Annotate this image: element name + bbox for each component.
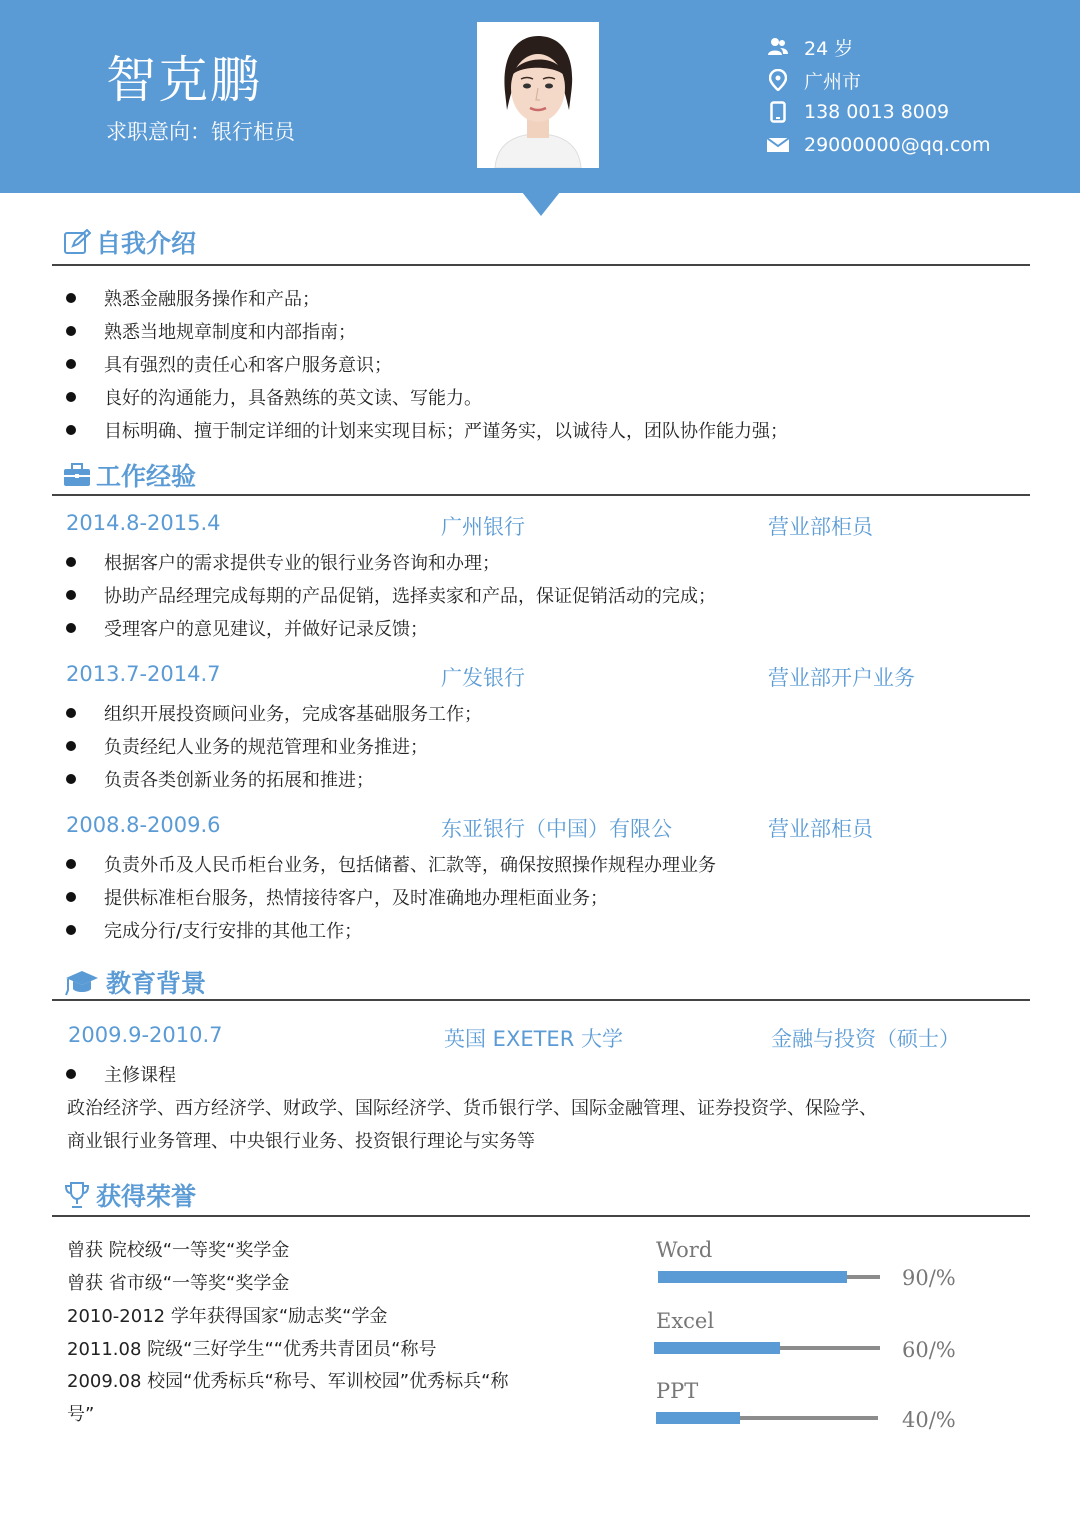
skill-bar-word bbox=[658, 1271, 847, 1283]
graduation-cap-icon bbox=[62, 968, 102, 996]
job-role: 营业部柜员 bbox=[768, 817, 873, 841]
intro-item: 具有强烈的责任心和客户服务意识； bbox=[66, 351, 392, 377]
job-role: 营业部开户业务 bbox=[768, 666, 915, 690]
email-text: 29000000@qq.com bbox=[804, 134, 991, 156]
course-list: 商业银行业务管理、中央银行业务、投资银行理论与实务等 bbox=[67, 1131, 535, 1152]
people-icon bbox=[766, 35, 790, 59]
contact-city bbox=[766, 66, 861, 94]
honor-item: 号” bbox=[67, 1404, 95, 1425]
honor-item: 2009.08 校园“优秀标兵“称号、军训校园”优秀标兵“称 bbox=[67, 1371, 509, 1392]
profile-photo bbox=[477, 22, 599, 168]
section-intro-divider bbox=[52, 264, 1030, 266]
envelope-icon bbox=[766, 133, 790, 157]
skill-percent-excel: 60/% bbox=[902, 1338, 956, 1362]
section-work-divider bbox=[52, 494, 1030, 496]
honor-item: 曾获 省市级“一等奖“奖学金 bbox=[67, 1273, 290, 1294]
course-list: 政治经济学、西方经济学、财政学、国际经济学、货币银行学、国际金融管理、证券投资学、保险学、 bbox=[67, 1098, 877, 1119]
job-duty: 组织开展投资顾问业务，完成客基础服务工作； bbox=[66, 700, 482, 726]
location-pin-icon bbox=[766, 68, 790, 92]
education-period: 2009.9-2010.7 bbox=[68, 1023, 223, 1047]
job-duty: 负责经纪人业务的规范管理和业务推进； bbox=[66, 733, 428, 759]
skill-label-ppt: PPT bbox=[656, 1379, 699, 1403]
section-education-title: 教育背景 bbox=[62, 964, 206, 1000]
section-honors-title: 获得荣誉 bbox=[62, 1177, 196, 1213]
honor-item: 曾获 院校级“一等奖“奖学金 bbox=[67, 1240, 290, 1261]
job-duty: 协助产品经理完成每期的产品促销，选择卖家和产品，保证促销活动的完成； bbox=[66, 582, 716, 608]
job-role: 营业部柜员 bbox=[768, 515, 873, 539]
job-header bbox=[66, 813, 1026, 843]
job-intent: 求职意向：银行柜员 bbox=[106, 120, 295, 144]
section-intro-title: 自我介绍 bbox=[62, 224, 196, 260]
education-major: 金融与投资（硕士） bbox=[771, 1027, 960, 1051]
city-text: 广州市 bbox=[804, 70, 862, 93]
mobile-phone-icon bbox=[766, 100, 790, 124]
job-duty: 提供标准柜台服务，热情接待客户，及时准确地办理柜面业务； bbox=[66, 884, 608, 910]
edit-icon bbox=[62, 228, 92, 256]
skill-label-excel: Excel bbox=[656, 1309, 715, 1333]
trophy-icon bbox=[62, 1181, 92, 1209]
phone-text: 138 0013 8009 bbox=[804, 101, 950, 123]
section-honors-divider bbox=[52, 1215, 1030, 1217]
skill-bar-ppt bbox=[656, 1412, 740, 1424]
honor-item: 2011.08 院级“三好学生““优秀共青团员“称号 bbox=[67, 1339, 437, 1360]
candidate-name: 智克鹏 bbox=[106, 51, 262, 109]
job-duty: 根据客户的需求提供专业的银行业务咨询和办理； bbox=[66, 549, 500, 575]
job-header bbox=[66, 662, 1026, 692]
job-company: 广发银行 bbox=[441, 666, 525, 690]
course-title: 主修课程 bbox=[66, 1061, 176, 1087]
section-work-title: 工作经验 bbox=[62, 457, 196, 493]
contact-age bbox=[766, 33, 853, 61]
intro-item: 熟悉金融服务操作和产品； bbox=[66, 285, 320, 311]
job-company: 东亚银行（中国）有限公 bbox=[441, 817, 672, 841]
intro-item: 目标明确、擅于制定详细的计划来实现目标；严谨务实，以诚待人，团队协作能力强； bbox=[66, 417, 788, 443]
section-education-divider bbox=[52, 999, 1030, 1001]
job-duty: 完成分行/支行安排的其他工作； bbox=[66, 917, 362, 943]
job-period: 2008.8-2009.6 bbox=[66, 813, 221, 837]
skill-label-word: Word bbox=[656, 1238, 713, 1262]
contact-email bbox=[766, 131, 990, 159]
skill-percent-word: 90/% bbox=[902, 1266, 956, 1290]
job-duty: 受理客户的意见建议，并做好记录反馈； bbox=[66, 615, 428, 641]
intro-item: 良好的沟通能力，具备熟练的英文读、写能力。 bbox=[66, 384, 482, 410]
intro-item: 熟悉当地规章制度和内部指南； bbox=[66, 318, 356, 344]
job-duty: 负责外币及人民币柜台业务，包括储蓄、汇款等，确保按照操作规程办理业务 bbox=[66, 851, 716, 877]
job-header bbox=[66, 511, 1026, 541]
job-period: 2013.7-2014.7 bbox=[66, 662, 221, 686]
job-duty: 负责各类创新业务的拓展和推进； bbox=[66, 766, 374, 792]
skill-bar-excel bbox=[654, 1342, 780, 1354]
contact-phone bbox=[766, 98, 949, 126]
education-header bbox=[66, 1023, 1026, 1053]
job-company: 广州银行 bbox=[441, 515, 525, 539]
honor-item: 2010-2012 学年获得国家“励志奖“学金 bbox=[67, 1306, 388, 1327]
skill-percent-ppt: 40/% bbox=[902, 1408, 956, 1432]
age-text: 24 岁 bbox=[804, 37, 854, 60]
job-period: 2014.8-2015.4 bbox=[66, 511, 221, 535]
briefcase-icon bbox=[62, 461, 92, 489]
education-school: 英国 EXETER 大学 bbox=[444, 1027, 623, 1051]
header-pointer bbox=[522, 192, 560, 216]
